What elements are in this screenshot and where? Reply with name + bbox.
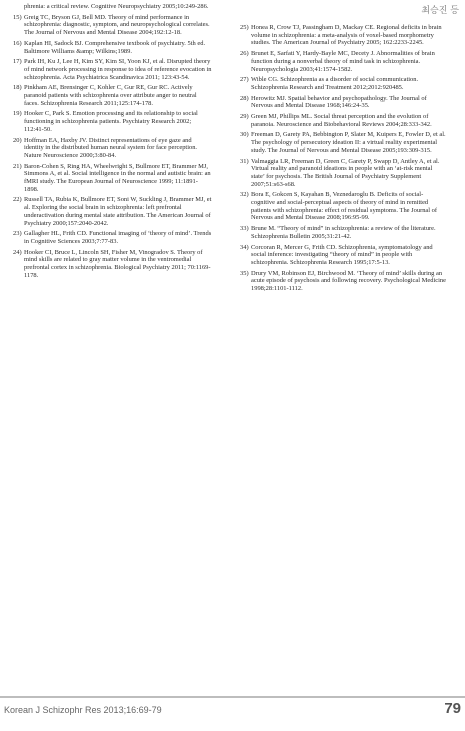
- reference-item: [240, 24, 446, 47]
- page-number: 79: [444, 700, 461, 717]
- reference-item: [13, 163, 212, 194]
- reference-text: Honea R, Crow TJ, Passingham D, Mackay CE. Regional deficits in brain volume in schizophrenia: a meta-analysis of voxel-based morphometry studies. The American Journal of Psychiatry 2005; 162:2233-2245.: [251, 24, 442, 47]
- reference-item: [13, 40, 212, 55]
- reference-list-left-column: [13, 3, 212, 283]
- reference-item: [240, 131, 446, 154]
- reference-number: 23): [13, 230, 22, 238]
- reference-item: [13, 3, 212, 11]
- reference-number: 28): [240, 94, 249, 102]
- reference-number: 27): [240, 76, 249, 84]
- reference-text: Herowitz MJ. Spatial behavior and psychopathology. The Journal of Nervous and Mental Disease 1968;146:24-35.: [251, 94, 427, 110]
- reference-item: [240, 50, 446, 73]
- reference-item: [13, 14, 212, 37]
- reference-number: 22): [13, 196, 22, 204]
- reference-text: Hooker CI, Bruce L, Lincoln SH, Fisher M, Vinogradov S. Theory of mind skills are related to gray matter volume in the ventromedial prefrontal cortex in schizophrenia. Biological Psychiatry 2011; 70:1169-1178.: [24, 248, 211, 279]
- reference-text: Greig TC, Bryson GJ, Bell MD. Theory of mind performance in schizophrenia: diagnostic, symptom, and neuropsychological correlates. The Journal of Nervous and Mental Disease 2004;192:12-18.: [24, 13, 210, 37]
- reference-text: Drury VM, Robinson EJ, Birchwood M. ‘Theory of mind’ skills during an acute episode of psychosis and following recovery. Psychological Medicine 1998;28:1101-1112.: [251, 269, 446, 293]
- reference-number: 18): [13, 84, 22, 92]
- reference-number: 15): [13, 13, 22, 21]
- reference-number: 33): [240, 225, 249, 233]
- reference-text: Brune M. “Theory of mind” in schizophrenia: a review of the literature. Schizophrenia Bulletin 2005;31:21-42.: [251, 225, 436, 240]
- reference-item: [13, 137, 212, 160]
- reference-item: [240, 95, 446, 110]
- reference-number: 24): [13, 248, 22, 256]
- reference-item: [240, 270, 446, 293]
- reference-text: Kaplan HI, Sadock BJ. Comprehensive textbook of psychiatry. 5th ed. Baltimore Williams &amp; Wilkins;1989.: [24, 39, 206, 55]
- reference-text: Brunet E, Sarfati Y, Hardy-Bayle MC, Decety J. Abnormalities of brain function during a nonverbal theory of mind task in schizophrenia. Neuropsychologia 2003;41:1574-1582.: [251, 50, 435, 73]
- reference-text: phrenia: a critical review. Cognitive Neuropsychiatry 2005;10:249-286.: [24, 3, 209, 10]
- reference-text: Corcoran R, Mercer G, Frith CD. Schizophrenia, symptomatology and social inference: investigating “theory of mind” in people with schizophrenia. Schizophrenia Research 1995;17:5-13.: [251, 243, 433, 266]
- reference-text: Wible CG. Schizophrenia as a disorder of social communication. Schizophrenia Research and Treatment 2012;2012:920485.: [251, 76, 419, 91]
- reference-number: 16): [13, 39, 22, 47]
- reference-number: 34): [240, 243, 249, 251]
- reference-text: Green MJ, Phillips ML. Social threat perception and the evolution of paranoia. Neuroscience and Biobehavioral Reviews 2004;28:333-342.: [251, 113, 432, 128]
- reference-item: [240, 76, 446, 91]
- reference-number: 26): [240, 50, 249, 58]
- reference-item: [13, 230, 212, 245]
- reference-text: Valmaggia LR, Freeman D, Green C, Garety P, Swapp D, Antley A, et al. Virtual reality and paranoid ideations in people with an ‘at-risk mental state’ for psychosis. The British Journal of Psychiatry Supplement 2007;51:s63-s68.: [251, 157, 440, 188]
- footer-divider: [0, 696, 465, 698]
- reference-number: 17): [13, 58, 22, 66]
- reference-text: Freeman D, Garety PA, Bebbington P, Slater M, Kuipers E, Fowler D, et al. The psychology of persecutory ideation II: a virtual reality experimental study. The Journal of Nervous and Mental Disease 2005;193:309-315.: [251, 131, 446, 154]
- reference-number: 35): [240, 269, 249, 277]
- reference-list-right-column: [240, 24, 446, 296]
- reference-item: [240, 244, 446, 267]
- reference-item: [240, 113, 446, 128]
- reference-text: Pinkham AE, Brensinger C, Kohler C, Gur RE, Gur RC. Actively paranoid patients with schizophrenia over attribute anger to neutral faces. Schizophrenia Research 2011;125:174-178.: [24, 84, 197, 107]
- reference-number: 32): [240, 191, 249, 199]
- reference-text: Park IH, Ku J, Lee H, Kim SY, Kim SI, Yoon KJ, et al. Disrupted theory of mind network processing in response to idea of reference evocation in schizophrenia. Acta Psychiatrica Scandinavica 2011; 123:43-54.: [24, 58, 212, 81]
- reference-number: 21): [13, 162, 22, 170]
- reference-number: 31): [240, 157, 249, 165]
- reference-item: [13, 196, 212, 227]
- reference-text: Baron-Cohen S, Ring HA, Wheelwright S, Bullmore ET, Brammer MJ, Simmons A, et al. Social intelligence in the normal and autistic brain: an fMRI study. The European Journal of Neuroscience 1999; 11:1891-1898.: [24, 162, 211, 193]
- reference-item: [13, 110, 212, 133]
- reference-number: 25): [240, 24, 249, 31]
- reference-number: 29): [240, 113, 249, 121]
- reference-number: 19): [13, 110, 22, 118]
- reference-item: [13, 84, 212, 107]
- reference-text: Gallagher HL, Frith CD. Functional imaging of ‘theory of mind’. Trends in Cognitive Sciences 2003;7:77-83.: [24, 230, 212, 245]
- reference-item: [240, 191, 446, 222]
- reference-number: 30): [240, 131, 249, 139]
- reference-item: [13, 249, 212, 280]
- reference-item: [240, 158, 446, 189]
- reference-text: Bora E, Gokcen S, Kayahan B, Veznedaroglu B. Deficits of social-cognitive and social-perceptual aspects of theory of mind in remitted patients with schizophrenia: effect of residual symptoms. The Journal of Nervous and Mental Disease 2008;196:95-99.: [251, 191, 438, 222]
- reference-text: Hooker C, Park S. Emotion processing and its relationship to social functioning in schizophrenia patients. Psychiatry Research 2002; 112:41-50.: [24, 110, 198, 133]
- journal-citation: Korean J Schizophr Res 2013;16:69-79: [4, 705, 162, 715]
- reference-item: [13, 58, 212, 81]
- running-header-authors: 최승진 등: [421, 6, 459, 16]
- reference-item: [240, 225, 446, 240]
- reference-text: Hoffman EA, Haxby JV. Distinct representations of eye gaze and identity in the distributed human neural system for face perception. Nature Neuroscience 2000;3:80-84.: [24, 136, 198, 159]
- reference-text: Russell TA, Rubia K, Bullmore ET, Soni W, Suckling J, Brammer MJ, et al. Exploring the social brain in schizophrenia: left prefrontal underactivation during mental state attribution. The American Journal of Psychiatry 2000;157:2040-2042.: [24, 196, 212, 227]
- reference-number: 20): [13, 136, 22, 144]
